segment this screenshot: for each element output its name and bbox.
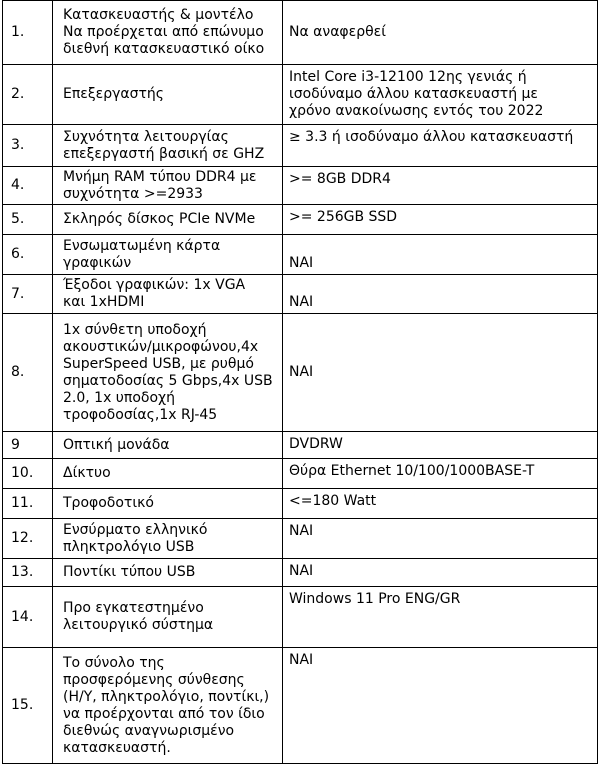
table-row	[3, 648, 598, 764]
criterion-cell: Μνήμη RAM τύπου DDR4 με συχνότητα >=2933	[53, 167, 283, 205]
value-cell: Windows 11 Pro ENG/GR	[283, 587, 598, 648]
criterion-cell: 1x σύνθετη υποδοχή ακουστικών/μικροφώνου,4x SuperSpeed USB, με ρυθμό σηματοδοσίας 5 Gbps,4x USB 2.0, 1x υποδοχή τροφοδοσίας,1x RJ-45	[53, 314, 283, 432]
table-row	[3, 519, 598, 559]
table-row	[3, 587, 598, 648]
criterion-cell: Συχνότητα λειτουργίας επεξεργαστή βασική σε GHZ	[53, 125, 283, 167]
table-row	[3, 314, 598, 432]
criterion-cell: Ενσύρματο ελληνικό πληκτρολόγιο USB	[53, 519, 283, 559]
table-row	[3, 489, 598, 519]
value-cell: ΝΑΙ	[283, 314, 598, 432]
row-number: 13.	[3, 559, 53, 587]
value-cell: >= 256GB SSD	[283, 205, 598, 235]
value-cell: ΝΑΙ	[283, 559, 598, 587]
row-number: 6.	[3, 235, 53, 275]
criterion-cell: Έξοδοι γραφικών: 1x VGA και 1xHDMI	[53, 275, 283, 314]
value-cell: Να αναφερθεί	[283, 1, 598, 65]
row-number: 2.	[3, 65, 53, 125]
value-cell: ΝΑΙ	[283, 235, 598, 275]
row-number: 12.	[3, 519, 53, 559]
criterion-cell: Τροφοδοτικό	[53, 489, 283, 519]
row-number: 3.	[3, 125, 53, 167]
value-cell: ΝΑΙ	[283, 648, 598, 764]
row-number: 15.	[3, 648, 53, 764]
criterion-cell: Το σύνολο της προσφερόμενης σύνθεσης (Η/Υ, πληκτρολόγιο, ποντίκι,) να προέρχονται από τον ίδιο διεθνώς αναγνωρισμένο κατασκευαστή.	[53, 648, 283, 764]
row-number: 10.	[3, 459, 53, 489]
table-row	[3, 167, 598, 205]
table-row	[3, 205, 598, 235]
table-row	[3, 235, 598, 275]
table-row	[3, 459, 598, 489]
table-row	[3, 559, 598, 587]
row-number: 8.	[3, 314, 53, 432]
value-cell: <=180 Watt	[283, 489, 598, 519]
row-number: 1.	[3, 1, 53, 65]
value-cell: ΝΑΙ	[283, 519, 598, 559]
criterion-cell: Προ εγκατεστημένο λειτουργικό σύστημα	[53, 587, 283, 648]
criterion-cell: Σκληρός δίσκος PCIe NVMe	[53, 205, 283, 235]
table-row	[3, 432, 598, 459]
value-cell: ΝΑΙ	[283, 275, 598, 314]
value-cell: ≥ 3.3 ή ισοδύναμο άλλου κατασκευαστή	[283, 125, 598, 167]
criterion-cell: Οπτική μονάδα	[53, 432, 283, 459]
value-cell: Intel Core i3-12100 12ης γενιάς ή ισοδύναμο άλλου κατασκευαστή με χρόνο ανακοίνωσης εντός του 2022	[283, 65, 598, 125]
criterion-cell: Δίκτυο	[53, 459, 283, 489]
row-number: 11.	[3, 489, 53, 519]
row-number: 14.	[3, 587, 53, 648]
value-cell: >= 8GB DDR4	[283, 167, 598, 205]
criterion-cell: Ποντίκι τύπου USB	[53, 559, 283, 587]
value-cell: DVDRW	[283, 432, 598, 459]
criterion-cell: Ενσωματωμένη κάρτα γραφικών	[53, 235, 283, 275]
specifications-table	[2, 0, 598, 764]
table-row	[3, 1, 598, 65]
row-number: 9	[3, 432, 53, 459]
row-number: 7.	[3, 275, 53, 314]
table-row	[3, 65, 598, 125]
table-row	[3, 125, 598, 167]
criterion-cell: Επεξεργαστής	[53, 65, 283, 125]
criterion-cell: Κατασκευαστής & μοντέλο Να προέρχεται από επώνυμο διεθνή κατασκευαστικό οίκο	[53, 1, 283, 65]
row-number: 5.	[3, 205, 53, 235]
table-row	[3, 275, 598, 314]
value-cell: Θύρα Ethernet 10/100/1000BASE-T	[283, 459, 598, 489]
row-number: 4.	[3, 167, 53, 205]
